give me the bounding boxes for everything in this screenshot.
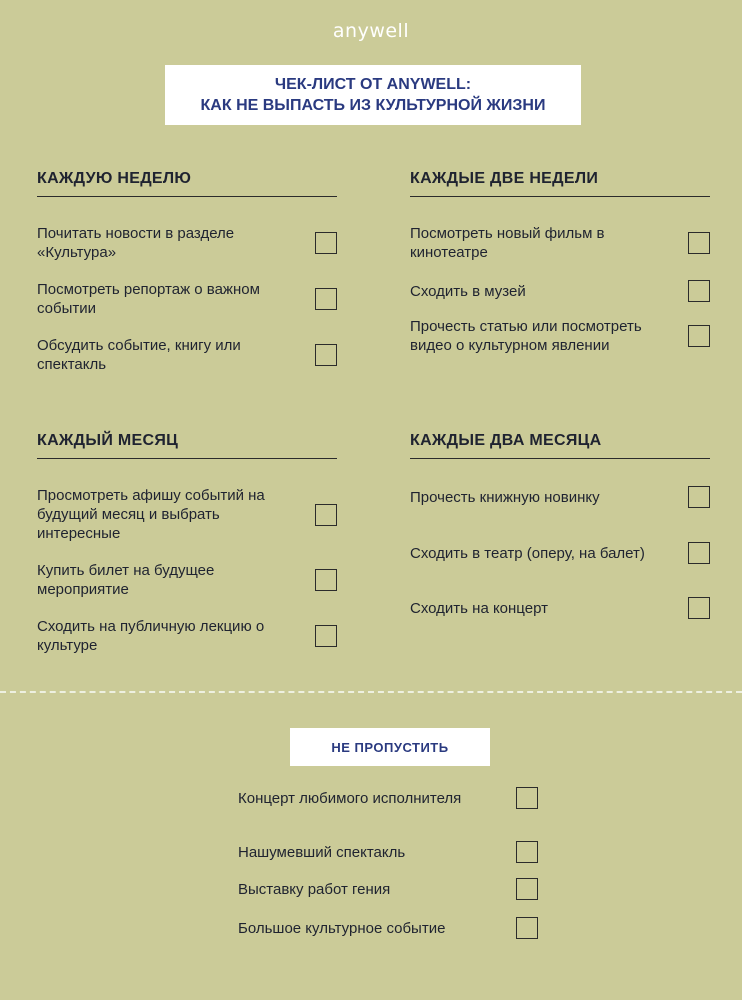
checkbox[interactable] xyxy=(516,841,538,863)
section-every-two-months xyxy=(410,430,710,617)
checkbox[interactable] xyxy=(516,917,538,939)
checklist-item xyxy=(37,561,337,599)
section-heading: КАЖДЫЙ МЕСЯЦ xyxy=(37,430,337,459)
checkbox[interactable] xyxy=(688,325,710,347)
checklist-item xyxy=(410,280,710,302)
checklist-item-label: Посмотреть репортаж о важном событии xyxy=(37,281,260,317)
checklist-item xyxy=(37,486,337,543)
checklist-item xyxy=(238,787,538,809)
checklist-item xyxy=(238,841,538,863)
dashed-divider xyxy=(0,691,742,693)
checkbox[interactable] xyxy=(315,344,337,366)
checkbox[interactable] xyxy=(315,504,337,526)
checkbox[interactable] xyxy=(688,597,710,619)
checklist-item-label: Концерт любимого исполнителя xyxy=(238,789,462,807)
checklist-item-label: Выставку работ гения xyxy=(238,880,391,898)
page-title-line-2: КАК НЕ ВЫПАСТЬ ИЗ КУЛЬТУРНОЙ ЖИЗНИ xyxy=(200,97,546,114)
section-every-week xyxy=(37,168,337,373)
checklist-item-label: Посмотреть новый фильм в кинотеатре xyxy=(410,225,605,261)
checklist-item-label: Сходить на публичную лекцию о культуре xyxy=(37,618,265,654)
checklist-item xyxy=(410,224,710,262)
checkbox[interactable] xyxy=(516,878,538,900)
checkbox[interactable] xyxy=(315,288,337,310)
checklist-item-label: Сходить в музей xyxy=(410,282,526,300)
section-heading: КАЖДЫЕ ДВА МЕСЯЦА xyxy=(410,430,710,459)
checklist-item xyxy=(37,280,337,318)
section-heading: КАЖДУЮ НЕДЕЛЮ xyxy=(37,168,337,197)
checkbox[interactable] xyxy=(688,486,710,508)
section-every-month xyxy=(37,430,337,654)
checklist-item-label: Купить билет на будущее мероприятие xyxy=(37,562,215,598)
page-title xyxy=(165,65,581,125)
checklist-item xyxy=(410,542,710,564)
checkbox[interactable] xyxy=(315,625,337,647)
checkbox[interactable] xyxy=(315,232,337,254)
checklist-item-label: Большое культурное событие xyxy=(238,919,446,937)
dont-miss-label: НЕ ПРОПУСТИТЬ xyxy=(290,728,490,766)
checklist-item xyxy=(37,336,337,374)
checklist-item-label: Просмотреть афишу событий на будущий месяц и выбрать интересные xyxy=(37,487,265,542)
checkbox[interactable] xyxy=(315,569,337,591)
checklist-item xyxy=(37,617,337,655)
checklist-item-label: Нашумевший спектакль xyxy=(238,843,406,861)
checkbox[interactable] xyxy=(516,787,538,809)
checklist-item xyxy=(238,878,538,900)
checklist-item xyxy=(410,486,710,508)
checklist-item-label: Почитать новости в разделе «Культура» xyxy=(37,225,235,261)
checklist-item xyxy=(238,917,538,939)
checklist-item xyxy=(410,597,710,619)
checklist-item-label: Сходить в театр (оперу, на балет) xyxy=(410,544,645,562)
section-every-two-weeks xyxy=(410,168,710,354)
checklist-item xyxy=(37,224,337,262)
page-title-line-1: ЧЕК-ЛИСТ ОТ ANYWELL: xyxy=(274,76,472,93)
checklist-item-label: Прочесть книжную новинку xyxy=(410,488,600,506)
checkbox[interactable] xyxy=(688,542,710,564)
checklist-item-label: Прочесть статью или посмотреть видео о культурном явлении xyxy=(410,318,642,354)
brand-logo: anywell xyxy=(332,20,410,42)
checkbox[interactable] xyxy=(688,232,710,254)
checklist-item xyxy=(410,317,710,355)
checkbox[interactable] xyxy=(688,280,710,302)
checklist-item-label: Обсудить событие, книгу или спектакль xyxy=(37,337,241,373)
checklist-item-label: Сходить на концерт xyxy=(410,599,548,617)
section-heading: КАЖДЫЕ ДВЕ НЕДЕЛИ xyxy=(410,168,710,197)
